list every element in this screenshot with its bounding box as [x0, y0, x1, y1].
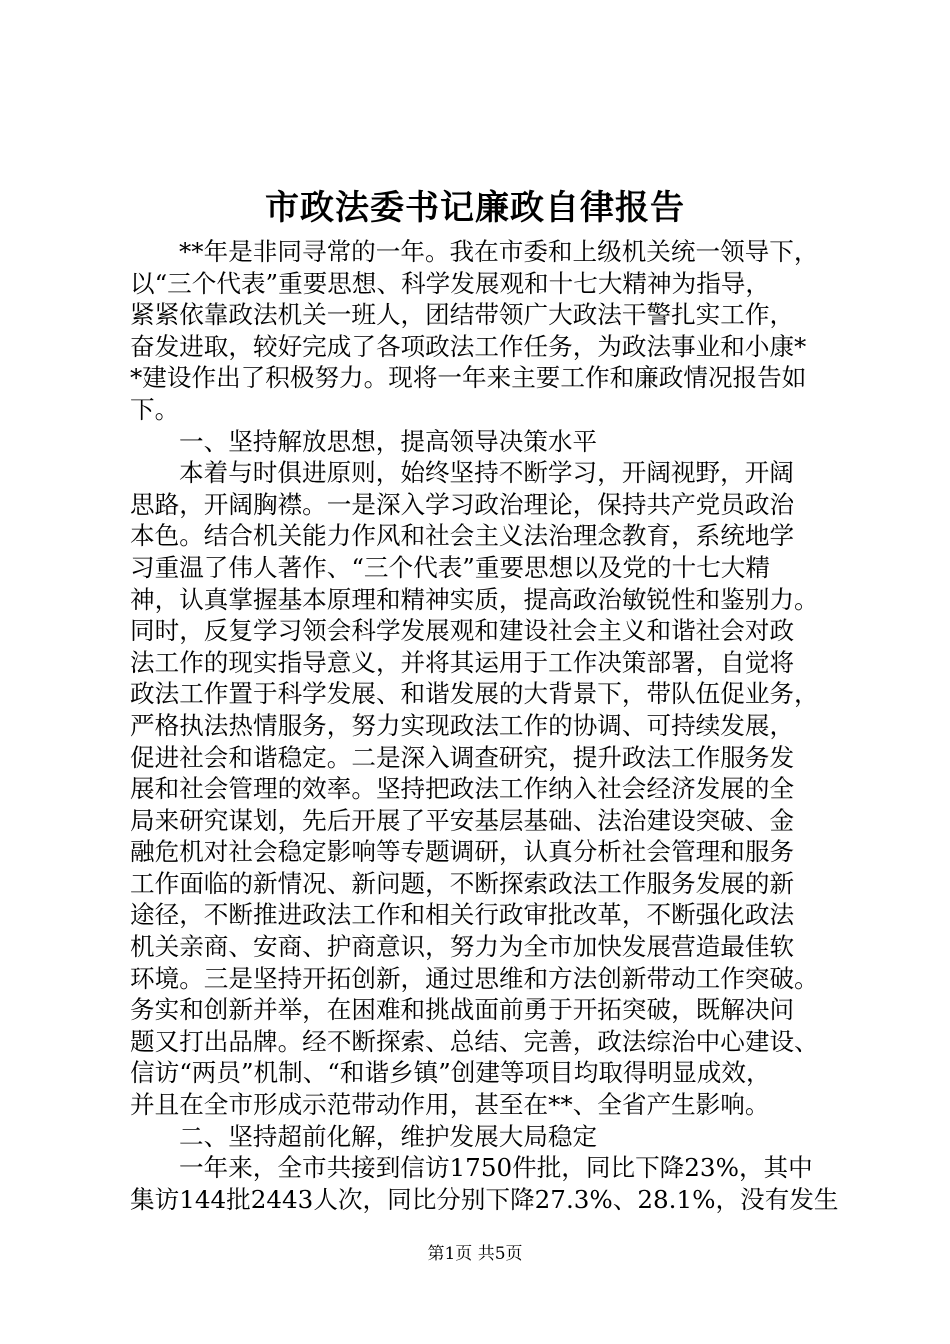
- text-line: 本色。结合机关能力作风和社会主义法治理念教育，系统地学: [130, 521, 795, 551]
- section-heading: 一、坚持解放思想，提高领导决策水平: [179, 426, 598, 456]
- text-line: 习重温了伟人著作、“三个代表”重要思想以及党的十七大精: [130, 552, 770, 582]
- text-line: 并且在全市形成示范带动作用，甚至在**、全省产生影响。: [130, 1090, 770, 1120]
- text-line: 思路，开阔胸襟。一是深入学习政治理论，保持共产党员政治: [130, 489, 795, 519]
- text-line: 政法工作置于科学发展、和谐发展的大背景下，带队伍促业务，: [130, 679, 819, 709]
- text-line: 局来研究谋划，先后开展了平安基层基础、法治建设突破、金: [130, 805, 795, 835]
- text-line: 信访“两员”机制、“和谐乡镇”创建等项目均取得明显成效，: [130, 1058, 771, 1088]
- text-line: 以“三个代表”重要思想、科学发展观和十七大精神为指导，: [130, 268, 770, 298]
- document-title: 市政法委书记廉政自律报告: [265, 188, 685, 228]
- text-line: **年是非同寻常的一年。我在市委和上级机关统一领导下，: [179, 237, 819, 266]
- document-body: [130, 236, 839, 1215]
- text-line: 途径，不断推进政法工作和相关行政审批改革，不断强化政法: [130, 900, 795, 930]
- text-line: 奋发进取，较好完成了各项政法工作任务，为政法事业和小康*: [130, 331, 807, 361]
- text-line: 题又打出品牌。经不断探索、总结、完善，政法综治中心建设、: [130, 1026, 819, 1056]
- text-line: *建设作出了积极努力。现将一年来主要工作和廉政情况报告如: [130, 363, 807, 393]
- text-line: 同时，反复学习领会科学发展观和建设社会主义和谐社会对政: [130, 616, 795, 646]
- text-line: 融危机对社会稳定影响等专题调研，认真分析社会管理和服务: [130, 837, 795, 867]
- text-line: 法工作的现实指导意义，并将其运用于工作决策部署，自觉将: [130, 647, 795, 677]
- text-line: 环境。三是坚持开拓创新，通过思维和方法创新带动工作突破。: [130, 963, 819, 993]
- text-line: 务实和创新并举，在困难和挑战面前勇于开拓突破，既解决问: [130, 995, 795, 1025]
- text-line: 促进社会和谐稳定。二是深入调查研究，提升政法工作服务发: [130, 742, 795, 772]
- page-number: 第1页 共5页: [427, 1244, 523, 1264]
- section-heading: 二、坚持超前化解，维护发展大局稳定: [179, 1121, 598, 1151]
- text-line: 展和社会管理的效率。坚持把政法工作纳入社会经济发展的全: [130, 774, 795, 804]
- text-line: 下。: [130, 394, 180, 424]
- text-line: 一年来，全市共接到信访1750件批，同比下降23%，其中: [179, 1153, 813, 1183]
- text-line: 机关亲商、安商、护商意识，努力为全市加快发展营造最佳软: [130, 932, 795, 962]
- text-line: 紧紧依靠政法机关一班人，团结带领广大政法干警扎实工作，: [130, 300, 795, 330]
- text-line: 本着与时俱进原则，始终坚持不断学习，开阔视野，开阔: [179, 458, 794, 488]
- text-line: 神，认真掌握基本原理和精神实质，提高政治敏锐性和鉴别力。: [130, 584, 819, 614]
- text-line: 工作面临的新情况、新问题，不断探索政法工作服务发展的新: [130, 868, 795, 898]
- text-line: 严格执法热情服务，努力实现政法工作的协调、可持续发展，: [130, 710, 795, 740]
- text-line: 集访144批2443人次，同比分别下降27.3%、28.1%，没有发生: [130, 1184, 839, 1214]
